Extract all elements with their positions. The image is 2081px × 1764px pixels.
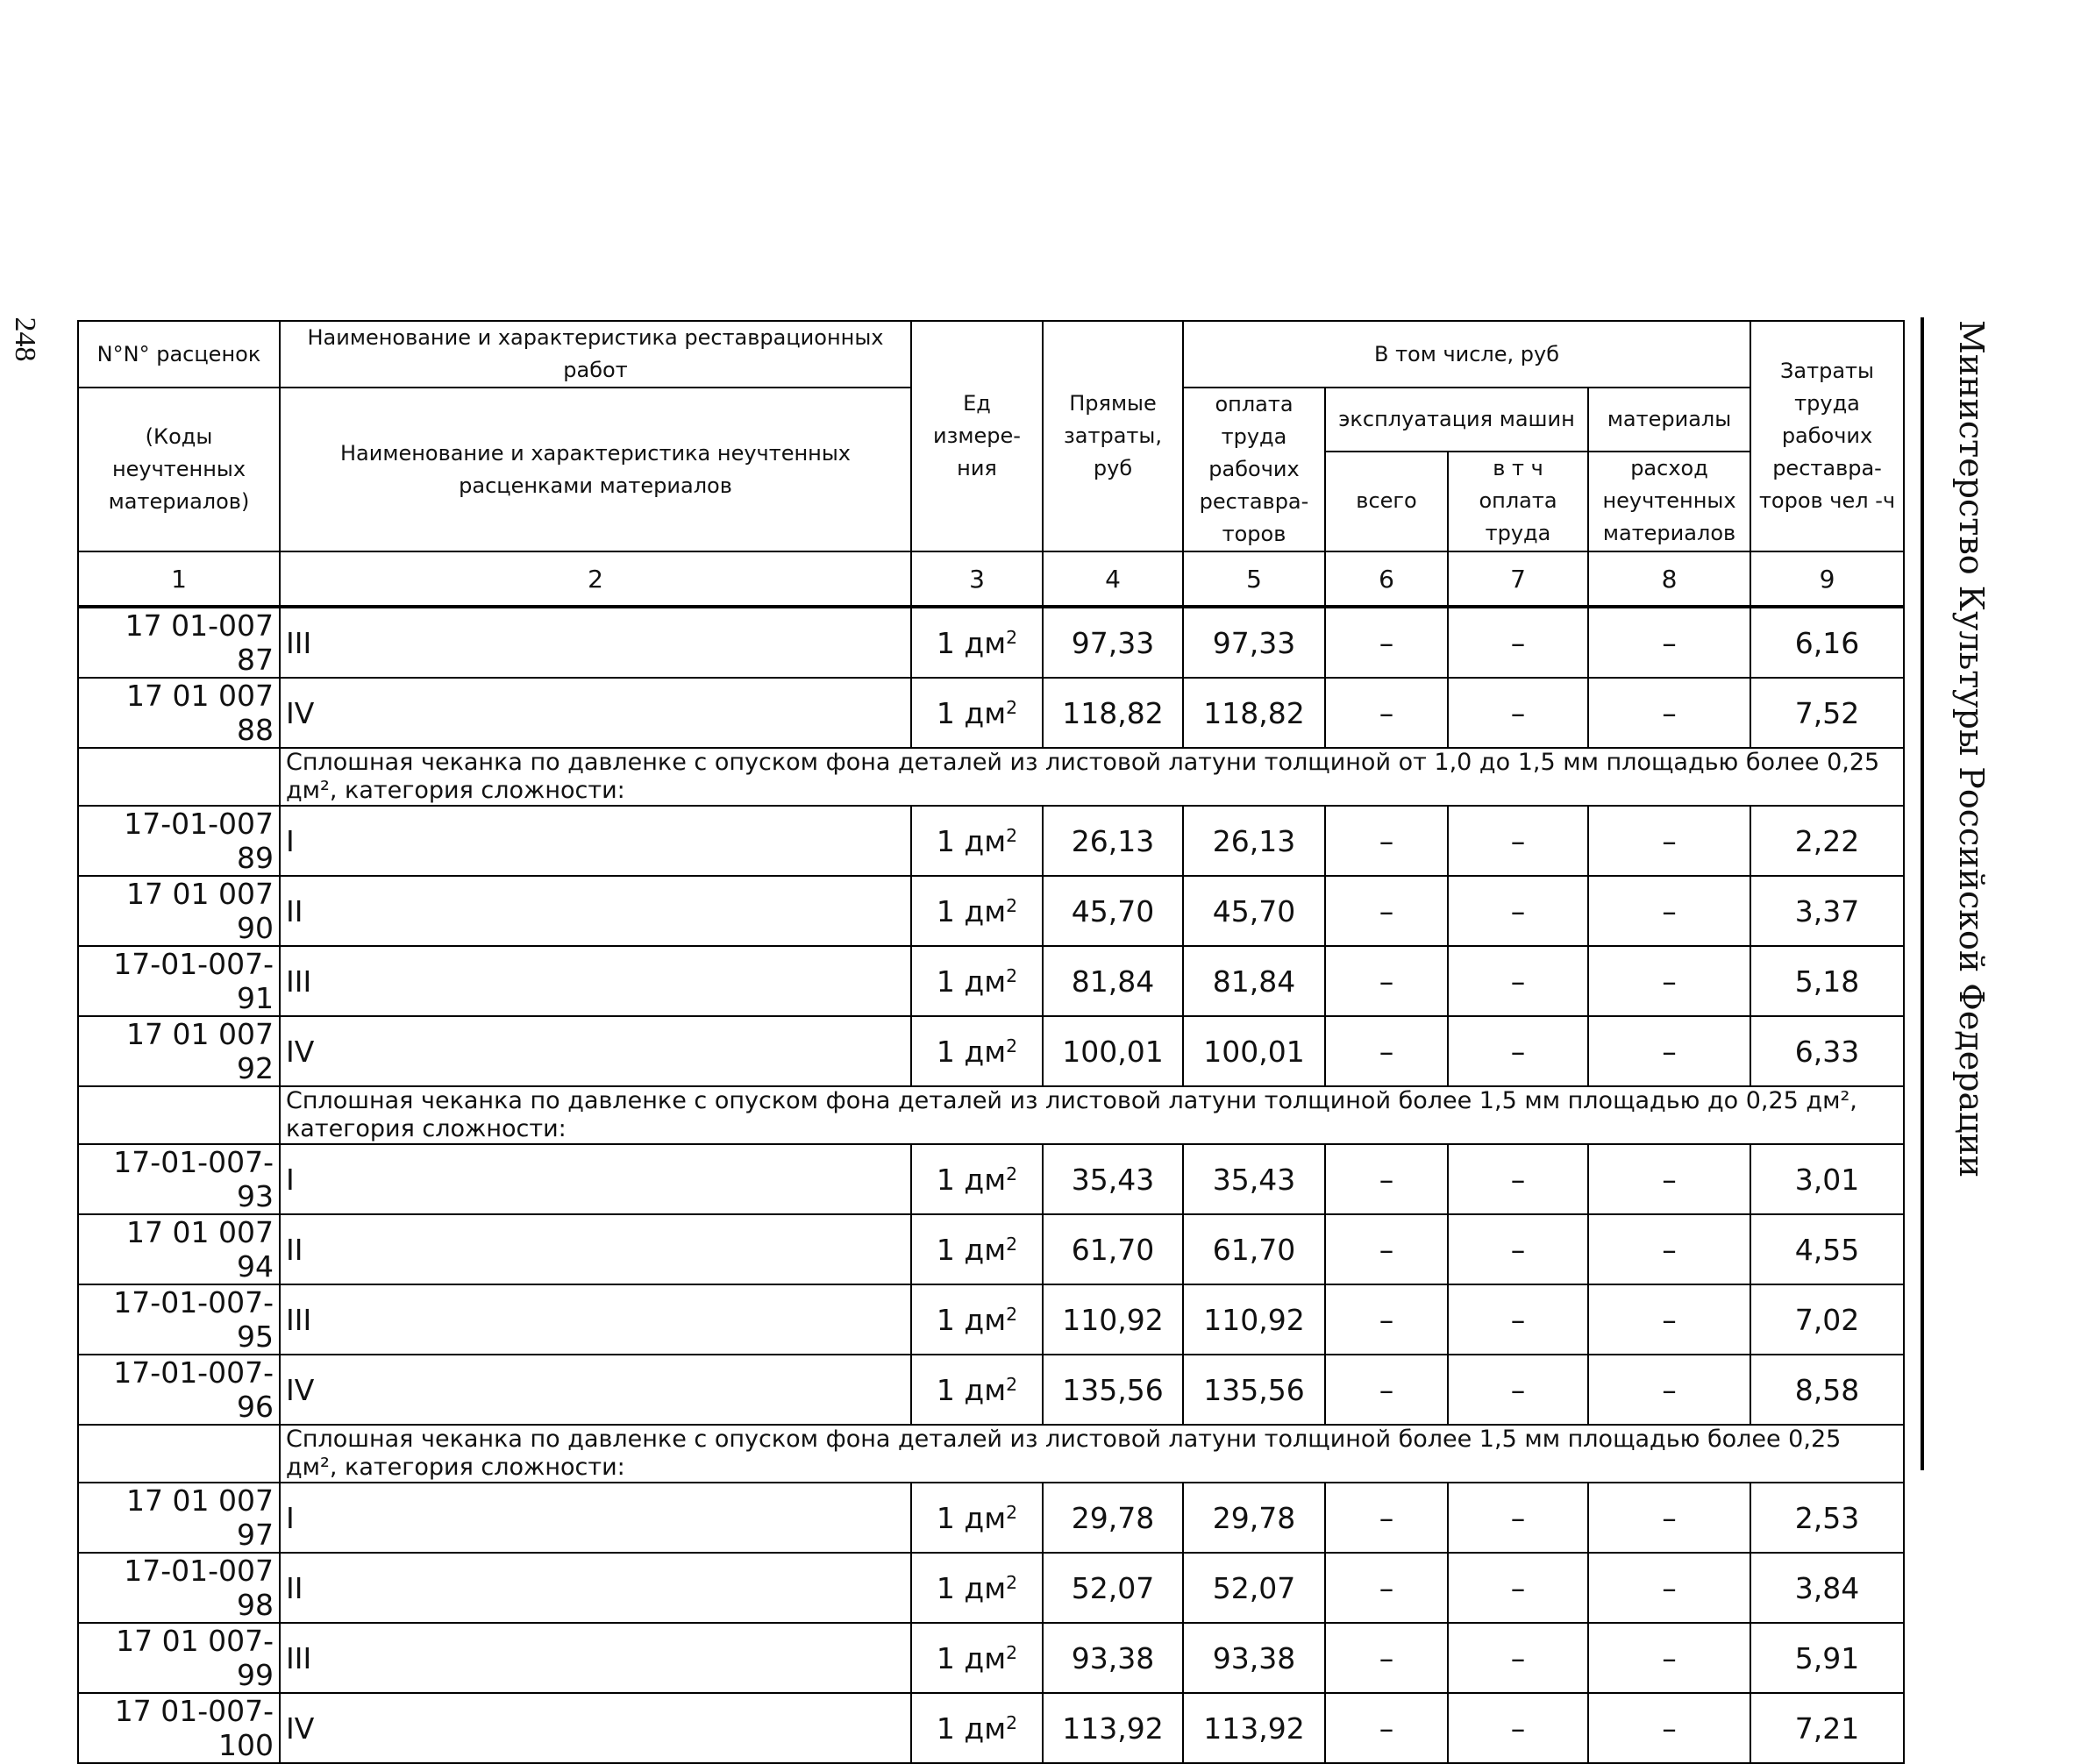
direct-costs: 61,70 (1043, 1214, 1183, 1284)
column-number: 3 (911, 551, 1043, 607)
header-material-codes: (Коды неучтенных материалов) (78, 388, 280, 551)
unit-label: 1 дм (936, 1162, 1007, 1197)
section-code-cell (78, 1425, 280, 1483)
table-row (78, 1623, 1904, 1693)
machines-total: – (1325, 1214, 1448, 1284)
unit-label: 1 дм (936, 1372, 1007, 1407)
column-number: 6 (1325, 551, 1448, 607)
wages: 29,78 (1183, 1483, 1325, 1553)
materials-consumption: – (1588, 1693, 1750, 1763)
wages: 113,92 (1183, 1693, 1325, 1763)
materials-consumption: – (1588, 806, 1750, 876)
machines-total: – (1325, 1144, 1448, 1214)
column-number-row (78, 551, 1904, 607)
machines-total: – (1325, 1553, 1448, 1623)
unit-label: 1 дм (936, 1302, 1007, 1337)
unit-label: 1 дм (936, 1232, 1007, 1267)
materials-consumption: – (1588, 1553, 1750, 1623)
materials-consumption: – (1588, 1284, 1750, 1355)
machines-total: – (1325, 1355, 1448, 1425)
direct-costs: 29,78 (1043, 1483, 1183, 1553)
header-material-name: Наименование и характеристика неучтенных расценками материалов (280, 388, 911, 551)
rate-code: 17 01 007 88 (78, 678, 280, 748)
wages: 26,13 (1183, 806, 1325, 876)
unit-label: 1 дм (936, 1500, 1007, 1535)
machines-wages: – (1448, 1355, 1588, 1425)
direct-costs: 81,84 (1043, 946, 1183, 1016)
price-rates-table (77, 320, 1905, 1764)
machines-wages: – (1448, 806, 1588, 876)
unit-cell (911, 678, 1043, 748)
complexity-category: II (280, 1214, 911, 1284)
direct-costs: 118,82 (1043, 678, 1183, 748)
materials-consumption: – (1588, 946, 1750, 1016)
table-row (78, 806, 1904, 876)
running-head-rule (1921, 317, 1924, 1470)
labor-costs: 4,55 (1750, 1214, 1904, 1284)
direct-costs: 26,13 (1043, 806, 1183, 876)
labor-costs: 7,52 (1750, 678, 1904, 748)
unit-cell (911, 1284, 1043, 1355)
machines-wages: – (1448, 1284, 1588, 1355)
wages: 52,07 (1183, 1553, 1325, 1623)
unit-cell (911, 1553, 1043, 1623)
wages: 93,38 (1183, 1623, 1325, 1693)
labor-costs: 7,21 (1750, 1693, 1904, 1763)
table-row (78, 1144, 1904, 1214)
section-code-cell (78, 748, 280, 806)
machines-wages: – (1448, 1214, 1588, 1284)
direct-costs: 45,70 (1043, 876, 1183, 946)
header-including-group: В том числе, руб (1183, 321, 1750, 388)
unit-cell (911, 946, 1043, 1016)
machines-wages: – (1448, 1483, 1588, 1553)
labor-costs: 6,33 (1750, 1016, 1904, 1086)
column-number: 5 (1183, 551, 1325, 607)
unit-label: 1 дм (936, 1711, 1007, 1746)
table-body (78, 607, 1904, 1763)
section-row (78, 748, 1904, 806)
unit-exponent: 2 (1006, 1303, 1018, 1325)
header-rate-number: N°N° расценок (78, 321, 280, 388)
unit-exponent: 2 (1006, 1501, 1018, 1523)
column-number: 2 (280, 551, 911, 607)
unit-cell (911, 1355, 1043, 1425)
materials-consumption: – (1588, 1623, 1750, 1693)
unit-cell (911, 876, 1043, 946)
complexity-category: IV (280, 678, 911, 748)
section-code-cell (78, 1086, 280, 1144)
machines-total: – (1325, 1016, 1448, 1086)
rate-code: 17 01 007 90 (78, 876, 280, 946)
materials-consumption: – (1588, 1214, 1750, 1284)
direct-costs: 110,92 (1043, 1284, 1183, 1355)
machines-wages: – (1448, 1016, 1588, 1086)
direct-costs: 100,01 (1043, 1016, 1183, 1086)
section-row (78, 1086, 1904, 1144)
wages: 45,70 (1183, 876, 1325, 946)
labor-costs: 3,84 (1750, 1553, 1904, 1623)
direct-costs: 35,43 (1043, 1144, 1183, 1214)
rate-code: 17 01-007 87 (78, 607, 280, 678)
materials-consumption: – (1588, 607, 1750, 678)
rate-code: 17-01-007-93 (78, 1144, 280, 1214)
column-number: 8 (1588, 551, 1750, 607)
wages: 135,56 (1183, 1355, 1325, 1425)
machines-wages: – (1448, 876, 1588, 946)
table-row (78, 1214, 1904, 1284)
machines-total: – (1325, 946, 1448, 1016)
unit-exponent: 2 (1006, 964, 1018, 986)
column-number: 7 (1448, 551, 1588, 607)
unit-label: 1 дм (936, 695, 1007, 730)
unit-label: 1 дм (936, 893, 1007, 928)
unit-cell (911, 1693, 1043, 1763)
rate-code: 17-01-007-96 (78, 1355, 280, 1425)
section-row (78, 1425, 1904, 1483)
table-row (78, 1284, 1904, 1355)
header-direct-costs: Прямые затраты, руб (1043, 321, 1183, 551)
direct-costs: 52,07 (1043, 1553, 1183, 1623)
unit-cell (911, 1214, 1043, 1284)
unit-cell (911, 1483, 1043, 1553)
labor-costs: 3,01 (1750, 1144, 1904, 1214)
unit-label: 1 дм (936, 625, 1007, 660)
table-row (78, 1016, 1904, 1086)
column-number: 9 (1750, 551, 1904, 607)
labor-costs: 3,37 (1750, 876, 1904, 946)
labor-costs: 8,58 (1750, 1355, 1904, 1425)
rate-code: 17 01-007-100 (78, 1693, 280, 1763)
labor-costs: 7,02 (1750, 1284, 1904, 1355)
table-row (78, 1483, 1904, 1553)
labor-costs: 5,18 (1750, 946, 1904, 1016)
rate-code: 17 01 007 97 (78, 1483, 280, 1553)
wages: 110,92 (1183, 1284, 1325, 1355)
header-work-name: Наименование и характеристика реставрационных работ (280, 321, 911, 388)
unit-cell (911, 607, 1043, 678)
section-title: Сплошная чеканка по давленке с опуском фона деталей из листовой латуни толщиной более 1,5 мм площадью до 0,25 дм², категория сложности: (280, 1086, 1904, 1144)
table-row (78, 678, 1904, 748)
wages: 81,84 (1183, 946, 1325, 1016)
rate-code: 17 01 007 94 (78, 1214, 280, 1284)
complexity-category: II (280, 876, 911, 946)
unit-cell (911, 1623, 1043, 1693)
header-unit: Ед измере-ния (911, 321, 1043, 551)
wages: 100,01 (1183, 1016, 1325, 1086)
column-number: 4 (1043, 551, 1183, 607)
machines-total: – (1325, 678, 1448, 748)
rate-code: 17 01 007 92 (78, 1016, 280, 1086)
complexity-category: III (280, 607, 911, 678)
labor-costs: 5,91 (1750, 1623, 1904, 1693)
machines-total: – (1325, 1693, 1448, 1763)
complexity-category: III (280, 1623, 911, 1693)
machines-wages: – (1448, 1623, 1588, 1693)
unit-label: 1 дм (936, 964, 1007, 999)
unit-label: 1 дм (936, 1570, 1007, 1605)
running-head: Министерство Культуры Российской Федерации (1952, 320, 1991, 1178)
unit-exponent: 2 (1006, 1711, 1018, 1733)
direct-costs: 97,33 (1043, 607, 1183, 678)
machines-wages: – (1448, 607, 1588, 678)
header-materials-consumption: расход неучтенных материалов (1588, 452, 1750, 551)
rate-code: 17-01-007-91 (78, 946, 280, 1016)
table-row (78, 1553, 1904, 1623)
labor-costs: 2,22 (1750, 806, 1904, 876)
unit-label: 1 дм (936, 1034, 1007, 1069)
unit-exponent: 2 (1006, 1163, 1018, 1184)
rate-code: 17-01-007-95 (78, 1284, 280, 1355)
machines-total: – (1325, 1483, 1448, 1553)
complexity-category: IV (280, 1355, 911, 1425)
table-row (78, 876, 1904, 946)
table-header (78, 321, 1904, 607)
unit-exponent: 2 (1006, 696, 1018, 718)
complexity-category: I (280, 1483, 911, 1553)
unit-cell (911, 806, 1043, 876)
unit-label: 1 дм (936, 823, 1007, 858)
wages: 61,70 (1183, 1214, 1325, 1284)
table-row (78, 946, 1904, 1016)
section-title: Сплошная чеканка по давленке с опуском фона деталей из листовой латуни толщиной от 1,0 до 1,5 мм площадью более 0,25 дм², категория сложности: (280, 748, 1904, 806)
page-number: 248 (9, 317, 41, 362)
materials-consumption: – (1588, 876, 1750, 946)
machines-total: – (1325, 1284, 1448, 1355)
machines-total: – (1325, 806, 1448, 876)
complexity-category: IV (280, 1693, 911, 1763)
labor-costs: 6,16 (1750, 607, 1904, 678)
materials-consumption: – (1588, 1016, 1750, 1086)
complexity-category: I (280, 806, 911, 876)
unit-exponent: 2 (1006, 1035, 1018, 1056)
rate-code: 17-01-007 89 (78, 806, 280, 876)
header-materials: материалы (1588, 388, 1750, 452)
unit-label: 1 дм (936, 1640, 1007, 1675)
unit-exponent: 2 (1006, 1641, 1018, 1663)
unit-cell (911, 1144, 1043, 1214)
section-title: Сплошная чеканка по давленке с опуском фона деталей из листовой латуни толщиной более 1,5 мм площадью более 0,25 дм², категория сложности: (280, 1425, 1904, 1483)
machines-total: – (1325, 607, 1448, 678)
machines-total: – (1325, 1623, 1448, 1693)
header-machines-wages: в т ч оплата труда (1448, 452, 1588, 551)
machines-wages: – (1448, 678, 1588, 748)
rate-code: 17 01 007-99 (78, 1623, 280, 1693)
unit-exponent: 2 (1006, 1233, 1018, 1255)
direct-costs: 135,56 (1043, 1355, 1183, 1425)
direct-costs: 93,38 (1043, 1623, 1183, 1693)
unit-exponent: 2 (1006, 824, 1018, 846)
unit-exponent: 2 (1006, 626, 1018, 648)
complexity-category: III (280, 946, 911, 1016)
machines-wages: – (1448, 1144, 1588, 1214)
wages: 97,33 (1183, 607, 1325, 678)
header-labor-costs: Затраты труда рабочих реставра-торов чел -ч (1750, 321, 1904, 551)
column-number: 1 (78, 551, 280, 607)
machines-wages: – (1448, 1553, 1588, 1623)
header-wages: оплата труда рабочих реставра-торов (1183, 388, 1325, 551)
machines-wages: – (1448, 1693, 1588, 1763)
header-machines-total: всего (1325, 452, 1448, 551)
complexity-category: II (280, 1553, 911, 1623)
complexity-category: I (280, 1144, 911, 1214)
materials-consumption: – (1588, 1483, 1750, 1553)
wages: 35,43 (1183, 1144, 1325, 1214)
header-machine-operation: эксплуатация машин (1325, 388, 1588, 452)
unit-cell (911, 1016, 1043, 1086)
unit-exponent: 2 (1006, 894, 1018, 916)
table-row (78, 1355, 1904, 1425)
direct-costs: 113,92 (1043, 1693, 1183, 1763)
machines-total: – (1325, 876, 1448, 946)
rate-code: 17-01-007 98 (78, 1553, 280, 1623)
machines-wages: – (1448, 946, 1588, 1016)
table-row (78, 607, 1904, 678)
complexity-category: IV (280, 1016, 911, 1086)
labor-costs: 2,53 (1750, 1483, 1904, 1553)
materials-consumption: – (1588, 678, 1750, 748)
wages: 118,82 (1183, 678, 1325, 748)
unit-exponent: 2 (1006, 1373, 1018, 1395)
materials-consumption: – (1588, 1355, 1750, 1425)
unit-exponent: 2 (1006, 1571, 1018, 1593)
complexity-category: III (280, 1284, 911, 1355)
materials-consumption: – (1588, 1144, 1750, 1214)
table-row (78, 1693, 1904, 1763)
